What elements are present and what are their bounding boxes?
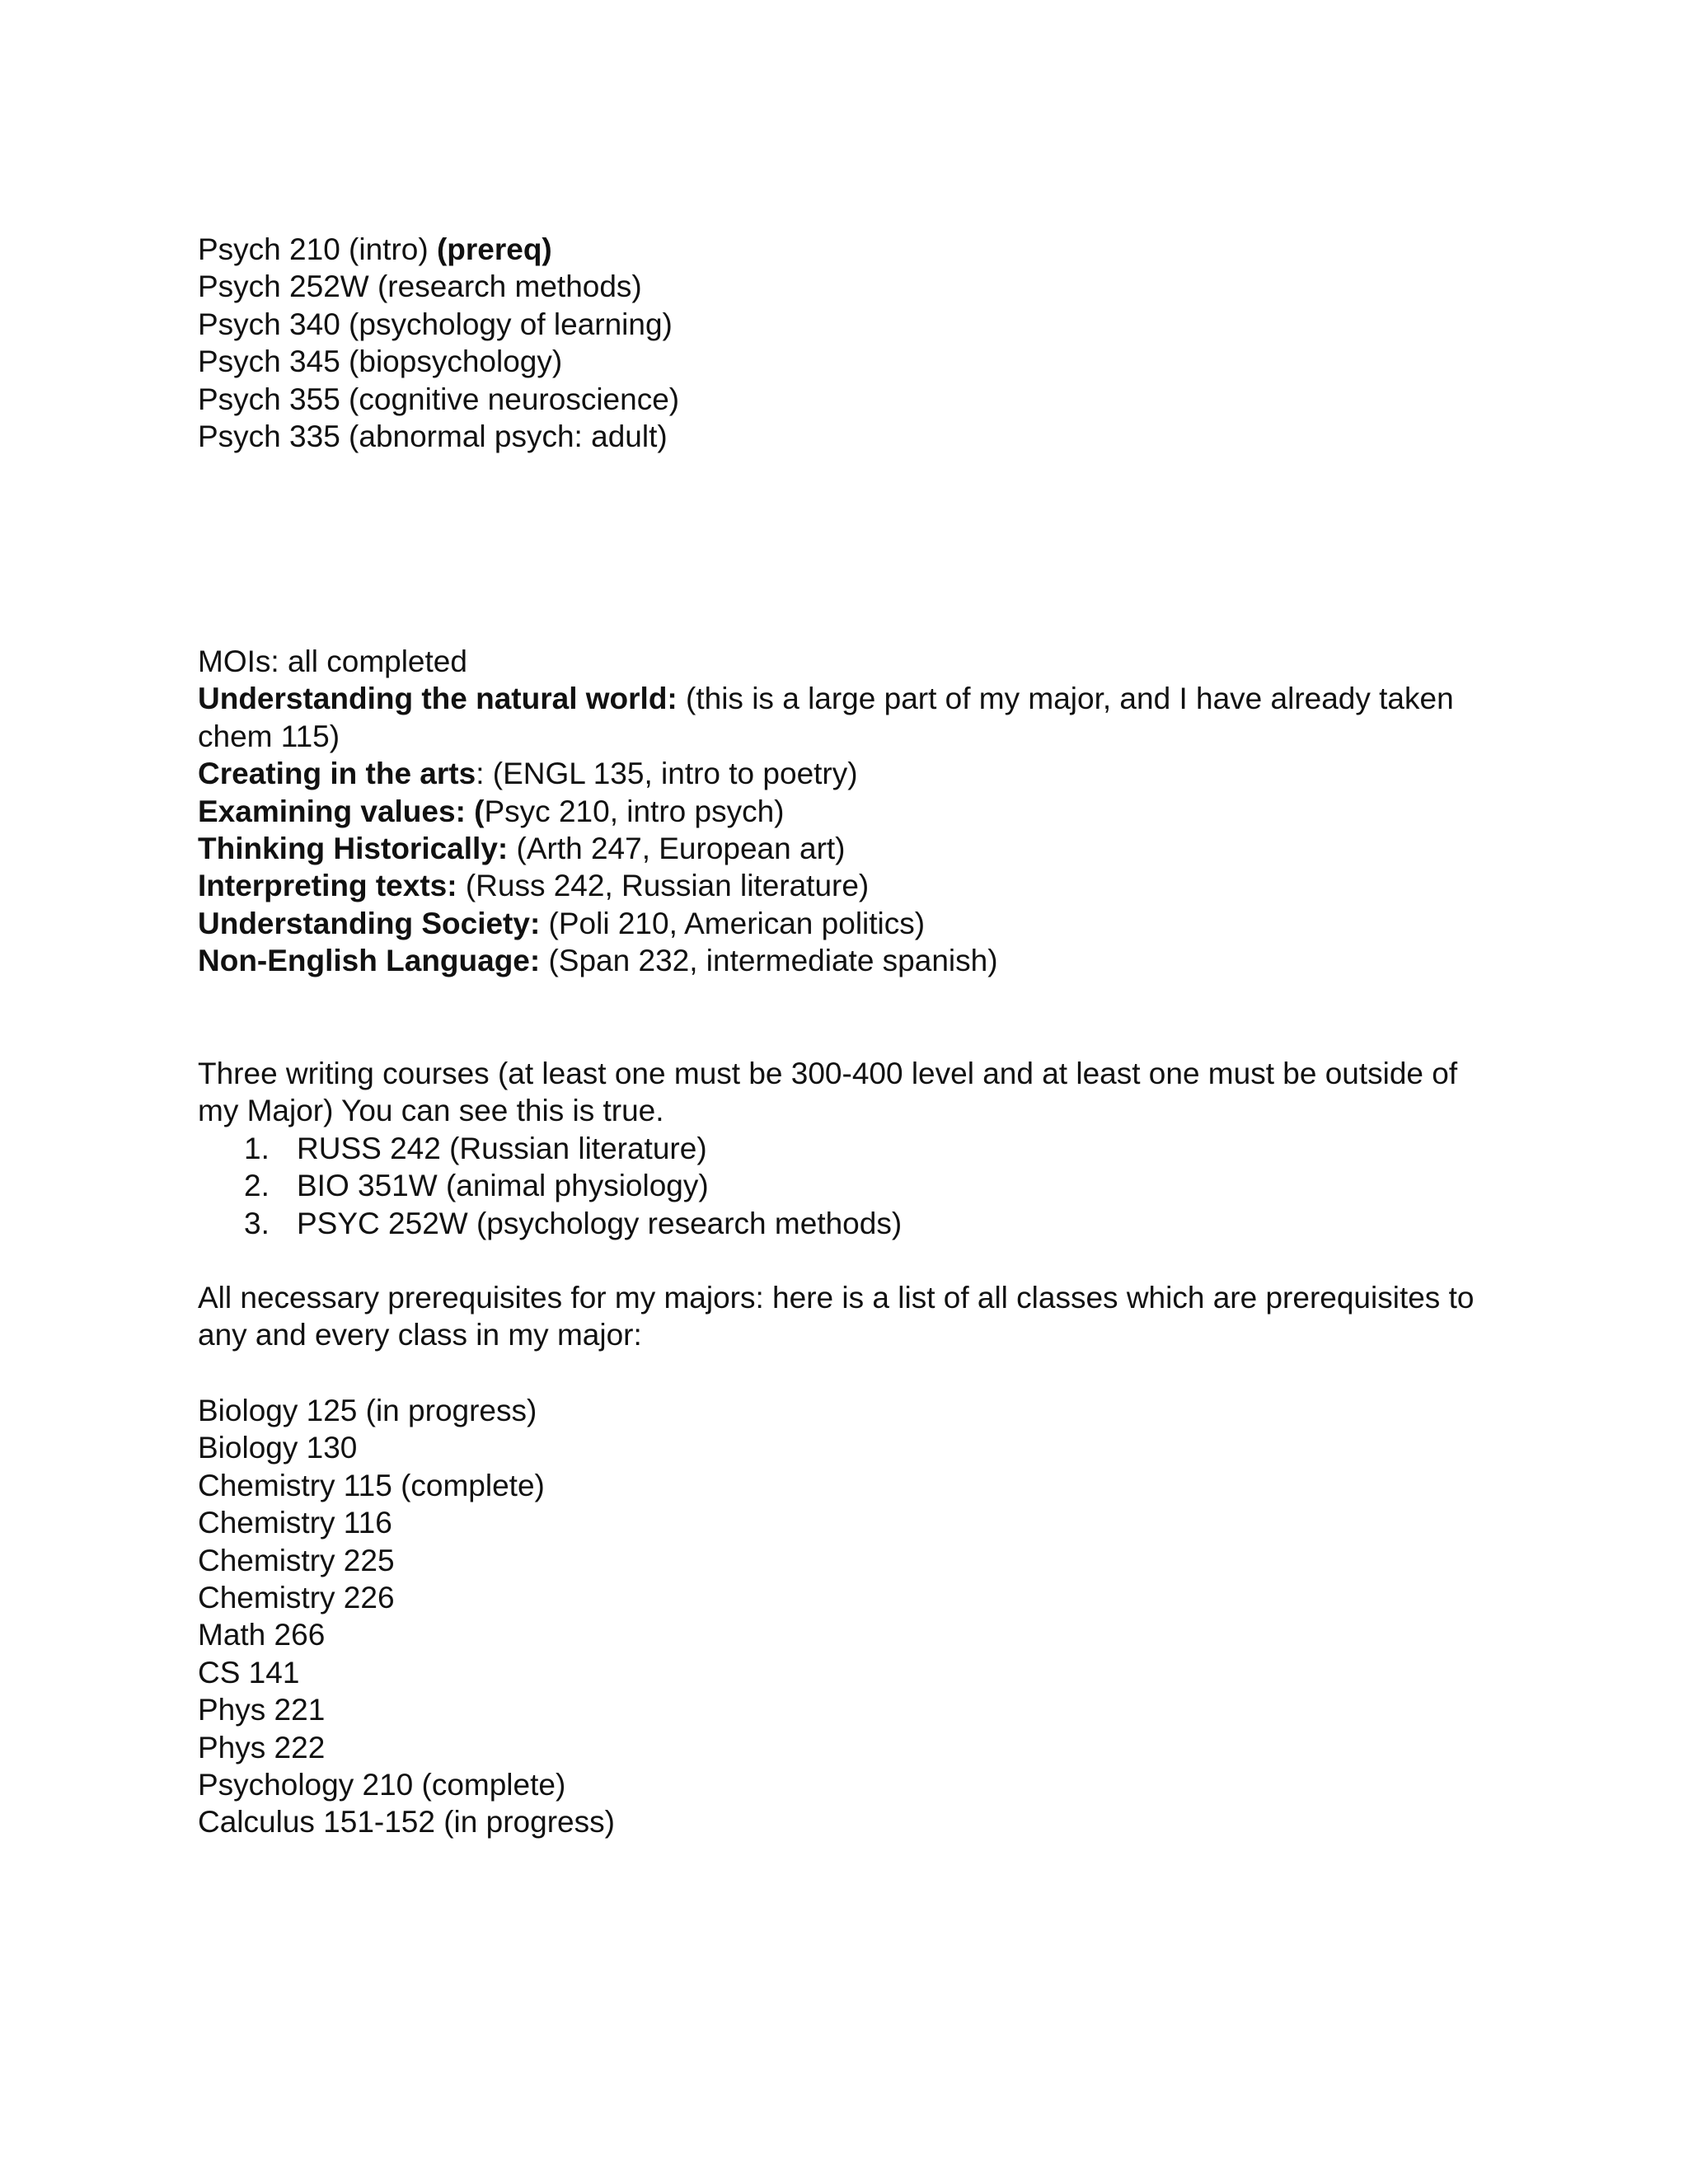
moi-item xyxy=(198,867,1500,904)
moi-text: (Poli 210, American politics) xyxy=(540,906,926,940)
moi-item xyxy=(198,793,1500,830)
moi-item xyxy=(198,905,1500,942)
writing-intro-line: Three writing courses (at least one must be 300-400 level and at least one must be outside of xyxy=(198,1057,1458,1090)
moi-label: Thinking Historically: xyxy=(198,832,509,866)
moi-text: (Span 232, intermediate spanish) xyxy=(540,944,998,978)
moi-item xyxy=(198,830,1500,867)
prereq-item: Chemistry 226 xyxy=(198,1581,395,1615)
writing-intro-line: my Major) You can see this is true. xyxy=(198,1094,664,1128)
prereq-item: Biology 125 (in progress) xyxy=(198,1394,537,1427)
prereq-item: Chemistry 116 xyxy=(198,1506,392,1540)
psych-course-line: Psych 335 (abnormal psych: adult) xyxy=(198,419,668,454)
list-item xyxy=(198,1167,1500,1204)
psych-course-line: Psych 345 (biopsychology) xyxy=(198,344,563,379)
prereq-item: Phys 222 xyxy=(198,1730,326,1765)
prereq-item: CS 141 xyxy=(198,1655,300,1690)
prereq-item: Psychology 210 (complete) xyxy=(198,1768,566,1802)
list-number: 1. xyxy=(244,1131,270,1165)
list-item-text: RUSS 242 (Russian literature) xyxy=(297,1131,707,1165)
moi-text: (Arth 247, European art) xyxy=(508,832,846,866)
prereq-intro-line: any and every class in my major: xyxy=(198,1318,642,1352)
prereq-item: Calculus 151-152 (in progress) xyxy=(198,1805,615,1840)
mois-header: MOIs: all completed xyxy=(198,644,467,678)
list-item-text: BIO 351W (animal physiology) xyxy=(297,1169,709,1203)
mois-section xyxy=(198,643,1500,980)
list-item-text: PSYC 252W (psychology research methods) xyxy=(297,1206,903,1240)
psych-course-line: Psych 252W (research methods) xyxy=(198,269,642,304)
psych-course-line: Psych 355 (cognitive neuroscience) xyxy=(198,382,680,416)
prereq-list xyxy=(198,1392,1500,1841)
psych-course-line xyxy=(198,231,1500,268)
prereq-tag: (prereq) xyxy=(436,232,552,266)
moi-item xyxy=(198,755,1500,792)
prereq-item: Math 266 xyxy=(198,1618,326,1652)
psych-course-list xyxy=(198,231,1500,455)
moi-label: Examining values: ( xyxy=(198,794,485,828)
moi-label: Creating in the arts xyxy=(198,757,476,791)
moi-label: Understanding the natural world: xyxy=(198,682,678,716)
moi-text: (this is a large part of my major, and I have already taken chem 115) xyxy=(198,682,1454,753)
list-item xyxy=(198,1130,1500,1167)
moi-label: Non-English Language: xyxy=(198,944,541,978)
psych-course-text: Psych 210 (intro) xyxy=(198,232,437,266)
prereq-item: Biology 130 xyxy=(198,1431,358,1465)
prereq-item: Chemistry 115 (complete) xyxy=(198,1468,545,1502)
moi-item xyxy=(198,942,1500,979)
moi-text: : (ENGL 135, intro to poetry) xyxy=(476,757,858,791)
moi-item xyxy=(198,680,1500,755)
list-item xyxy=(198,1205,1500,1242)
moi-text: Psyc 210, intro psych) xyxy=(484,794,785,828)
moi-label: Understanding Society: xyxy=(198,906,541,940)
psych-course-line: Psych 340 (psychology of learning) xyxy=(198,307,673,341)
list-number: 3. xyxy=(244,1206,270,1240)
moi-label: Interpreting texts: xyxy=(198,869,457,903)
prereq-item: Chemistry 225 xyxy=(198,1543,395,1577)
moi-text: (Russ 242, Russian literature) xyxy=(457,869,870,903)
writing-course-list xyxy=(198,1130,1500,1242)
writing-section xyxy=(198,1055,1500,1242)
prereq-intro-line: All necessary prerequisites for my majors: here is a list of all classes which are prerequisites to xyxy=(198,1281,1475,1315)
list-number: 2. xyxy=(244,1169,270,1203)
prereq-item: Phys 221 xyxy=(198,1693,326,1727)
prereq-intro xyxy=(198,1279,1500,1354)
